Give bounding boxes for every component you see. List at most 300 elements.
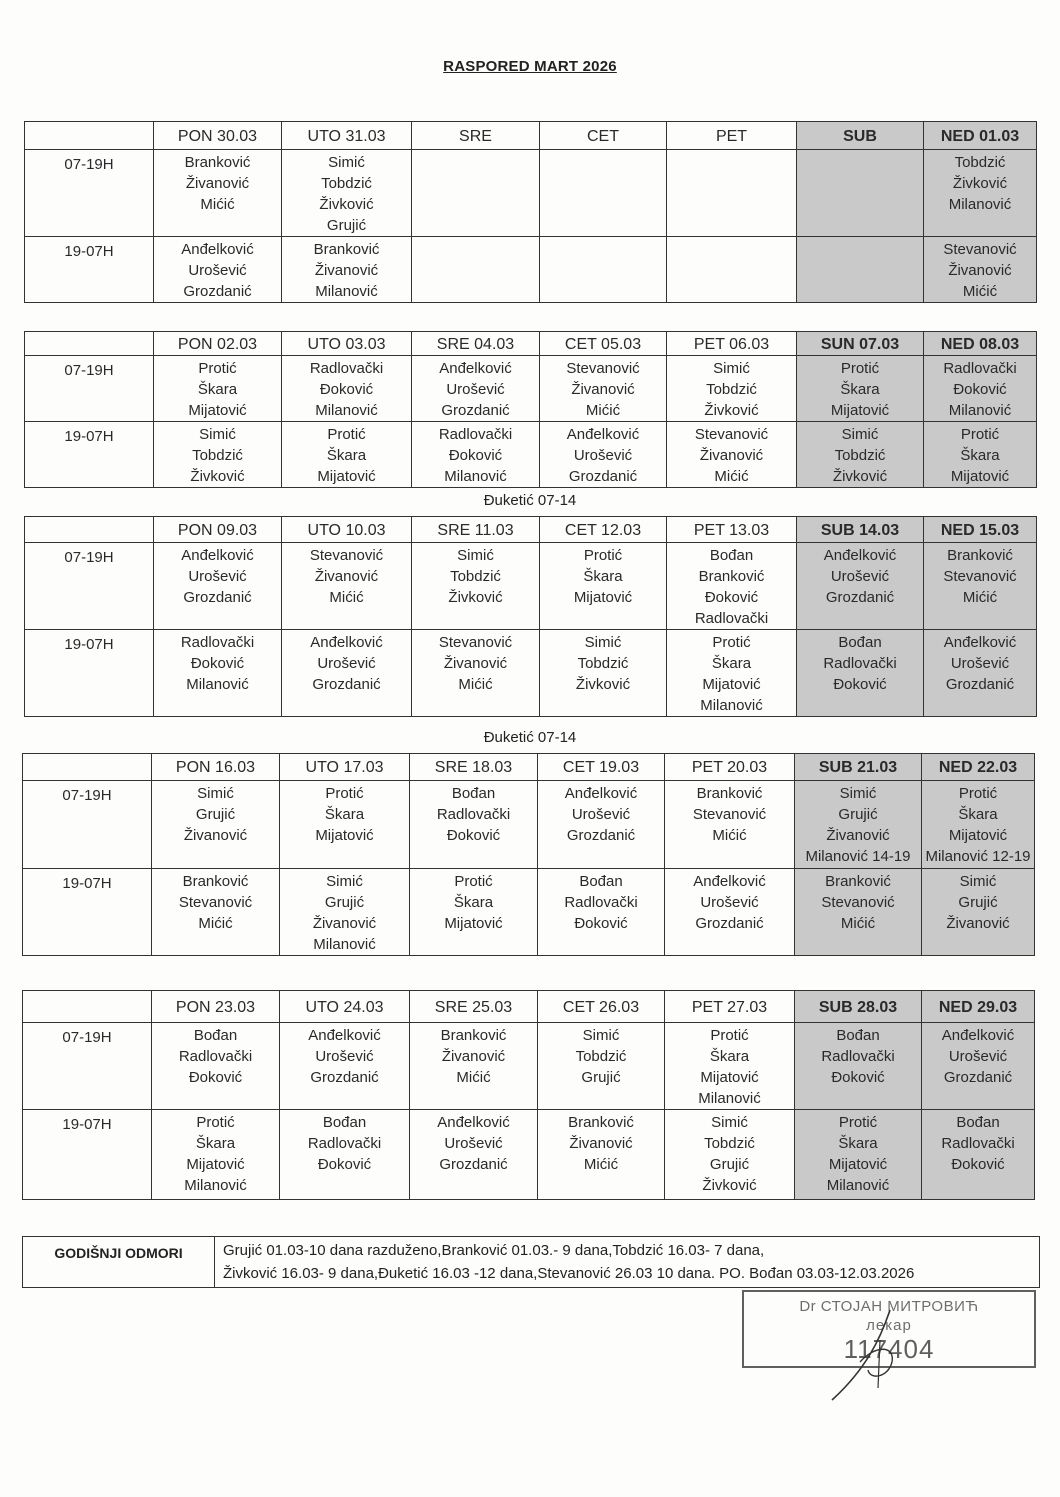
staff-name: Branković	[182, 873, 249, 890]
staff-name: Grujić	[326, 217, 367, 234]
staff-name: Protić	[710, 1027, 749, 1044]
shift-cell	[797, 543, 924, 630]
schedule-week-table	[22, 990, 1035, 1200]
staff-name: Simić	[582, 1027, 620, 1044]
day-header: UTO 17.03	[280, 754, 410, 781]
staff-name: Milanović 12-19	[925, 848, 1031, 865]
staff-name: Stevanović	[943, 568, 1017, 585]
shift-row	[23, 869, 1035, 956]
staff-name: Živković	[448, 589, 503, 606]
shift-cell	[538, 869, 665, 956]
staff-name: Škara	[453, 894, 494, 911]
staff-name: Grujić	[195, 806, 236, 823]
staff-name: Mićić	[840, 915, 876, 932]
shift-cell	[795, 869, 922, 956]
page-title: RASPORED MART 2026	[443, 58, 617, 75]
staff-name: Đoković	[317, 1156, 372, 1173]
staff-name: Stevanović	[438, 634, 513, 651]
staff-name: Mićić	[329, 589, 364, 606]
staff-name: Živanović	[699, 447, 764, 464]
shift-cell	[797, 150, 924, 237]
staff-name: Protić	[583, 547, 623, 564]
staff-name: Škara	[960, 447, 1000, 464]
shift-cell	[667, 422, 797, 488]
staff-name: Grozdanić	[945, 676, 1015, 693]
day-header: SUB 28.03	[795, 991, 922, 1023]
staff-name: Branković	[313, 241, 380, 258]
staff-name: Škara	[711, 655, 752, 672]
staff-name: Đoković	[319, 381, 374, 398]
staff-name: Mićić	[456, 1069, 491, 1086]
staff-name: Protić	[325, 785, 364, 802]
day-header-row	[25, 122, 1037, 150]
day-header: NED 15.03	[924, 517, 1037, 543]
staff-name: Mićić	[712, 827, 747, 844]
staff-name: Tobdzić	[954, 154, 1006, 171]
staff-name: Urošević	[571, 806, 631, 823]
staff-name: Mijatović	[950, 468, 1010, 485]
staff-name: Grozdanić	[439, 1156, 508, 1173]
shift-cell	[280, 781, 410, 869]
shift-label: 19-07H	[23, 1110, 152, 1200]
schedule-week-table	[24, 516, 1037, 717]
staff-name: Simić	[713, 360, 750, 377]
staff-name: Protić	[960, 426, 1000, 443]
day-header: NED 22.03	[922, 754, 1035, 781]
staff-name: Protić	[327, 426, 366, 443]
shift-cell	[667, 150, 797, 237]
day-header: PON 02.03	[154, 332, 282, 356]
staff-name: Protić	[198, 360, 237, 377]
shift-cell	[152, 781, 280, 869]
shift-label: 19-07H	[23, 869, 152, 956]
shift-cell	[152, 869, 280, 956]
annual-leave-details	[215, 1237, 1040, 1288]
staff-name: Radlovački	[941, 1135, 1015, 1152]
schedule-week-table	[22, 753, 1035, 956]
staff-name: Mijatović	[700, 1069, 759, 1086]
shift-cell	[540, 237, 667, 303]
day-header: SUN 07.03	[797, 332, 924, 356]
day-header-row	[23, 754, 1035, 781]
day-header: PON 23.03	[152, 991, 280, 1023]
staff-name: Simić	[841, 426, 879, 443]
staff-name: Škara	[197, 381, 238, 398]
staff-name: Grujić	[709, 1156, 750, 1173]
shift-cell	[540, 356, 667, 422]
staff-name: Živanović	[185, 175, 250, 192]
day-header: CET	[540, 122, 667, 150]
shift-cell	[924, 543, 1037, 630]
staff-name: Grozdanić	[183, 283, 252, 300]
staff-name: Protić	[958, 785, 998, 802]
staff-name: Mićić	[198, 915, 233, 932]
shift-cell	[540, 422, 667, 488]
staff-name: Tobdzić	[834, 447, 886, 464]
staff-name: Živanović	[312, 915, 377, 932]
staff-name: Grozdanić	[183, 589, 252, 606]
staff-name: Bođan	[579, 873, 623, 890]
staff-name: Stevanović	[309, 547, 384, 564]
staff-name: Milanović	[315, 402, 378, 419]
staff-name: Urošević	[830, 568, 890, 585]
staff-name: Mijatović	[186, 1156, 245, 1173]
shift-cell	[538, 1023, 665, 1110]
staff-name: Radlovački	[436, 806, 511, 823]
staff-name: Mijatović	[444, 915, 503, 932]
day-header-row	[25, 332, 1037, 356]
shift-cell	[412, 150, 540, 237]
header-corner	[23, 754, 152, 781]
staff-name: Grozdanić	[695, 915, 764, 932]
staff-name: Grozdanić	[310, 1069, 379, 1086]
staff-name: Urošević	[317, 655, 376, 672]
staff-name: Radlovački	[694, 610, 769, 627]
staff-name: Živković	[832, 468, 888, 485]
day-header: NED 29.03	[922, 991, 1035, 1023]
shift-cell	[154, 150, 282, 237]
staff-name: Grozdanić	[441, 402, 510, 419]
staff-name: Milanović	[700, 697, 763, 714]
staff-name: Đoković	[190, 655, 245, 672]
shift-row	[23, 781, 1035, 869]
staff-name: Grujić	[958, 894, 998, 911]
shift-cell	[665, 869, 795, 956]
header-corner	[25, 517, 154, 543]
staff-name: Živanović	[183, 827, 248, 844]
staff-name: Mijatović	[573, 589, 633, 606]
shift-cell	[797, 356, 924, 422]
staff-name: Živanović	[826, 827, 890, 844]
staff-name: Branković	[440, 1027, 507, 1044]
stamp-title: лекар	[866, 1317, 912, 1334]
staff-name: Anđelković	[943, 634, 1017, 651]
shift-cell	[665, 1110, 795, 1200]
staff-name: Škara	[326, 447, 367, 464]
staff-name: Mijatović	[315, 827, 374, 844]
staff-name: Mijatović	[828, 1156, 888, 1173]
staff-name: Urošević	[188, 568, 247, 585]
shift-cell	[152, 1023, 280, 1110]
shift-label: 07-19H	[25, 543, 154, 630]
shift-cell	[412, 543, 540, 630]
shift-cell	[538, 1110, 665, 1200]
staff-name: Urošević	[573, 447, 633, 464]
shift-cell	[152, 1110, 280, 1200]
staff-name: Tobdzić	[450, 568, 501, 585]
staff-name: Grozdanić	[825, 589, 895, 606]
day-header-row	[25, 517, 1037, 543]
day-header: SUB 14.03	[797, 517, 924, 543]
shift-cell	[154, 356, 282, 422]
shift-cell	[282, 422, 412, 488]
staff-name: Đoković	[574, 915, 628, 932]
staff-name: Mićić	[200, 196, 235, 213]
staff-name: Živković	[952, 175, 1008, 192]
staff-name: Anđelković	[941, 1027, 1015, 1044]
staff-name: Škara	[583, 568, 623, 585]
staff-name: Mijatović	[702, 676, 761, 693]
shift-cell	[280, 1023, 410, 1110]
staff-name: Simić	[839, 785, 877, 802]
staff-name: Živanović	[314, 568, 379, 585]
day-header: UTO 31.03	[282, 122, 412, 150]
staff-name: Branković	[184, 154, 251, 171]
staff-name: Mijatović	[948, 827, 1008, 844]
shift-row	[25, 543, 1037, 630]
staff-name: Milanović	[186, 676, 249, 693]
shift-cell	[538, 781, 665, 869]
shift-cell	[412, 422, 540, 488]
shift-row	[23, 1110, 1035, 1200]
shift-cell	[924, 422, 1037, 488]
staff-name: Protić	[712, 634, 751, 651]
header-corner	[23, 991, 152, 1023]
staff-name: Anđelković	[310, 634, 383, 651]
annual-leave-line: Živković 16.03- 9 dana,Đuketić 16.03 -12 dana,Stevanović 26.03 10 dana. PO. Bođan 03.03-12.03.2026	[223, 1265, 915, 1282]
staff-name: Grujić	[581, 1069, 621, 1086]
staff-name: Škara	[838, 1135, 878, 1152]
shift-cell	[410, 1110, 538, 1200]
staff-name: Bođan	[322, 1114, 367, 1131]
shift-cell	[924, 237, 1037, 303]
staff-name: Anđelković	[437, 1114, 510, 1131]
shift-cell	[922, 869, 1035, 956]
shift-cell	[154, 422, 282, 488]
shift-cell	[667, 630, 797, 717]
shift-cell	[280, 1110, 410, 1200]
shift-cell	[412, 237, 540, 303]
staff-name: Đoković	[833, 676, 887, 693]
staff-name: Simić	[959, 873, 997, 890]
shift-cell	[795, 1023, 922, 1110]
stamp-name: Dr СТОЈАН МИТРОВИЋ	[799, 1298, 979, 1315]
day-header: PON 30.03	[154, 122, 282, 150]
staff-name: Radlovački	[564, 894, 638, 911]
staff-name: Tobdzić	[321, 175, 372, 192]
shift-cell	[922, 781, 1035, 869]
day-header: SRE 25.03	[410, 991, 538, 1023]
staff-name: Radlovački	[307, 1135, 382, 1152]
shift-cell	[412, 630, 540, 717]
shift-cell	[282, 356, 412, 422]
staff-name: Urošević	[948, 1048, 1008, 1065]
staff-name: Mićić	[585, 402, 621, 419]
shift-cell	[410, 781, 538, 869]
shift-cell	[795, 781, 922, 869]
staff-name: Urošević	[444, 1135, 503, 1152]
annual-leave-label: GODIŠNJI ODMORI	[23, 1237, 215, 1288]
annual-leave-line: Grujić 01.03-10 dana razduženo,Branković 01.03.- 9 dana,Tobdzić 16.03- 7 dana,	[223, 1242, 765, 1259]
staff-name: Tobdzić	[575, 1048, 627, 1065]
staff-name: Anđelković	[566, 426, 640, 443]
staff-name: Tobdzić	[704, 1135, 755, 1152]
staff-name: Simić	[328, 154, 365, 171]
staff-name: Bođan	[838, 634, 882, 651]
day-header: SUB	[797, 122, 924, 150]
staff-name: Mićić	[962, 283, 998, 300]
day-header: PET	[667, 122, 797, 150]
day-header: NED 01.03	[924, 122, 1037, 150]
staff-name: Živanović	[441, 1048, 506, 1065]
staff-name: Đoković	[446, 827, 501, 844]
staff-name: Grozdanić	[568, 468, 638, 485]
shift-label: 07-19H	[23, 781, 152, 869]
shift-cell	[924, 150, 1037, 237]
shift-cell	[154, 543, 282, 630]
shift-label: 07-19H	[25, 356, 154, 422]
staff-name: Anđelković	[823, 547, 897, 564]
staff-name: Urošević	[446, 381, 505, 398]
staff-name: Urošević	[315, 1048, 374, 1065]
day-header: PET 27.03	[665, 991, 795, 1023]
schedule-week-table	[24, 121, 1037, 303]
shift-cell	[410, 869, 538, 956]
day-header: SRE 18.03	[410, 754, 538, 781]
shift-cell	[797, 630, 924, 717]
shift-label: 19-07H	[25, 237, 154, 303]
staff-name: Milanović	[315, 283, 378, 300]
shift-row	[23, 1023, 1035, 1110]
staff-name: Branković	[947, 547, 1013, 564]
staff-name: Živanović	[946, 915, 1010, 932]
staff-name: Simić	[457, 547, 494, 564]
staff-name: Škara	[709, 1048, 750, 1065]
staff-name: Urošević	[950, 655, 1010, 672]
shift-cell	[665, 781, 795, 869]
shift-cell	[540, 543, 667, 630]
shift-cell	[412, 356, 540, 422]
staff-name: Đoković	[188, 1069, 243, 1086]
shift-cell	[924, 630, 1037, 717]
shift-label: 19-07H	[25, 630, 154, 717]
staff-name: Mićić	[962, 589, 998, 606]
staff-name: Mijatović	[188, 402, 247, 419]
week-note: Đuketić 07-14	[483, 492, 577, 509]
staff-name: Milanović	[313, 936, 376, 953]
staff-name: Milanović	[444, 468, 507, 485]
stamp-number: 117404	[843, 1334, 935, 1364]
shift-cell	[797, 422, 924, 488]
staff-name: Mićić	[458, 676, 493, 693]
shift-cell	[797, 237, 924, 303]
staff-name: Đoković	[831, 1069, 885, 1086]
shift-cell	[795, 1110, 922, 1200]
shift-row	[25, 630, 1037, 717]
handwritten-signature	[820, 1300, 940, 1410]
staff-name: Protić	[840, 360, 880, 377]
day-header: SRE 04.03	[412, 332, 540, 356]
shift-cell	[282, 543, 412, 630]
staff-name: Simić	[584, 634, 622, 651]
staff-name: Branković	[696, 785, 763, 802]
staff-name: Anđelković	[181, 547, 254, 564]
shift-cell	[667, 237, 797, 303]
staff-name: Radlovački	[823, 655, 897, 672]
shift-cell	[540, 630, 667, 717]
shift-row	[25, 237, 1037, 303]
staff-name: Milanović	[698, 1090, 761, 1107]
staff-name: Milanović	[184, 1177, 247, 1194]
shift-row	[25, 356, 1037, 422]
staff-name: Bođan	[709, 547, 754, 564]
day-header: CET 12.03	[540, 517, 667, 543]
shift-cell	[665, 1023, 795, 1110]
shift-cell	[922, 1110, 1035, 1200]
staff-name: Živković	[190, 468, 245, 485]
staff-name: Radlovački	[178, 1048, 253, 1065]
staff-name: Radlovački	[438, 426, 513, 443]
staff-name: Stevanović	[943, 241, 1017, 258]
staff-name: Škara	[958, 806, 998, 823]
day-header: PET 20.03	[665, 754, 795, 781]
staff-name: Simić	[326, 873, 363, 890]
staff-name: Radlovački	[943, 360, 1017, 377]
staff-name: Anđelković	[308, 1027, 381, 1044]
shift-cell	[667, 356, 797, 422]
staff-name: Tobdzić	[706, 381, 757, 398]
day-header: CET 19.03	[538, 754, 665, 781]
shift-cell	[540, 150, 667, 237]
day-header: UTO 10.03	[282, 517, 412, 543]
staff-name: Mijatović	[317, 468, 376, 485]
annual-leave-table	[22, 1236, 1040, 1288]
staff-name: Stevanović	[178, 894, 253, 911]
shift-row	[25, 422, 1037, 488]
staff-name: Bođan	[193, 1027, 238, 1044]
day-header-row	[23, 991, 1035, 1023]
shift-label: 19-07H	[25, 422, 154, 488]
staff-name: Škara	[840, 381, 880, 398]
staff-name: Bođan	[836, 1027, 880, 1044]
staff-name: Grozdanić	[566, 827, 636, 844]
staff-name: Milanović	[948, 196, 1012, 213]
staff-name: Grujić	[324, 894, 365, 911]
staff-name: Grozdanić	[312, 676, 381, 693]
day-header: CET 05.03	[540, 332, 667, 356]
staff-name: Škara	[195, 1135, 236, 1152]
staff-name: Mićić	[583, 1156, 619, 1173]
shift-row	[25, 150, 1037, 237]
staff-name: Simić	[197, 785, 234, 802]
staff-name: Radlovački	[180, 634, 255, 651]
shift-label: 07-19H	[23, 1023, 152, 1110]
staff-name: Tobdzić	[577, 655, 629, 672]
shift-cell	[282, 150, 412, 237]
day-header: NED 08.03	[924, 332, 1037, 356]
staff-name: Živanović	[948, 262, 1012, 279]
staff-name: Đoković	[951, 1156, 1005, 1173]
day-header: UTO 03.03	[282, 332, 412, 356]
shift-cell	[282, 237, 412, 303]
staff-name: Anđelković	[439, 360, 512, 377]
staff-name: Stevanović	[692, 806, 767, 823]
staff-name: Branković	[698, 568, 765, 585]
staff-name: Protić	[838, 1114, 878, 1131]
shift-cell	[924, 356, 1037, 422]
staff-name: Grozdanić	[943, 1069, 1013, 1086]
staff-name: Bođan	[956, 1114, 1000, 1131]
staff-name: Urošević	[700, 894, 759, 911]
staff-name: Stevanović	[694, 426, 769, 443]
day-header: SUB 21.03	[795, 754, 922, 781]
staff-name: Milanović 14-19	[805, 848, 911, 865]
staff-name: Anđelković	[564, 785, 638, 802]
staff-name: Stevanović	[821, 894, 895, 911]
shift-cell	[282, 630, 412, 717]
header-corner	[25, 122, 154, 150]
staff-name: Radlovački	[821, 1048, 895, 1065]
